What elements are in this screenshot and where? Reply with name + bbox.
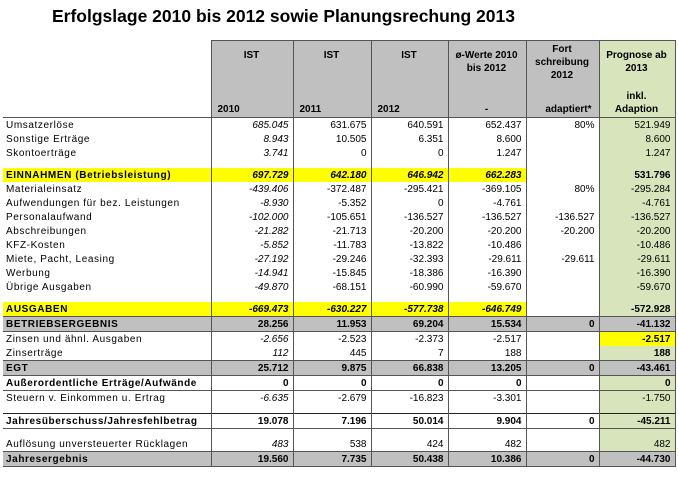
row-miete-pacht-leasing: Miete, Pacht, Leasing -27.192 -29.246 -32.393 -29.611 -29.611 -29.611 bbox=[3, 252, 675, 266]
row-aufwendungen-bez-leistungen: Aufwendungen für bez. Leistungen -8.930 -5.352 0 -4.761 -4.761 bbox=[3, 196, 675, 210]
results-table bbox=[3, 40, 676, 467]
spacer-row bbox=[3, 405, 675, 414]
row-sonstige-ertraege: Sonstige Erträge 8.943 10.505 6.351 8.600 8.600 bbox=[3, 132, 675, 146]
row-materialeinsatz: Materialeinsatz -439.406 -372.487 -295.421 -369.105 80% -295.284 bbox=[3, 182, 675, 196]
row-aufloesung-ruecklagen: Auflösung unversteuerter Rücklagen 483 538 424 482 482 bbox=[3, 437, 675, 452]
spacer-row bbox=[3, 294, 675, 302]
row-jahresueberschuss: Jahresüberschuss/Jahresfehlbetrag 19.078 7.196 50.014 9.904 0 -45.211 bbox=[3, 414, 675, 429]
row-ausserordentliche: Außerordentliche Erträge/Aufwände 0 0 0 0 0 bbox=[3, 376, 675, 391]
row-steuern: Steuern v. Einkommen u. Ertrag -6.635 -2.679 -16.823 -3.301 -1.750 bbox=[3, 391, 675, 406]
header-ist-2010: IST 2010 bbox=[211, 41, 293, 118]
spacer-row bbox=[3, 429, 675, 438]
row-zinsen-ausgaben: Zinsen und ähnl. Ausgaben -2.656 -2.523 -2.373 -2.517 -2.517 bbox=[3, 332, 675, 347]
spacer-row bbox=[3, 160, 675, 168]
header-fortschreibung: Fort schreibung 2012 adaptiert* bbox=[526, 41, 599, 118]
row-egt: EGT 25.712 9.875 66.838 13.205 0 -43.461 bbox=[3, 361, 675, 376]
header-row bbox=[3, 41, 675, 118]
header-ist-2012: IST 2012 bbox=[371, 41, 448, 118]
header-prognose: Prognose ab 2013 inkl. Adaption bbox=[599, 41, 675, 118]
row-uebrige-ausgaben: Übrige Ausgaben -49.870 -68.151 -60.990 -59.670 -59.670 bbox=[3, 280, 675, 294]
row-werbung: Werbung -14.941 -15.845 -18.386 -16.390 -16.390 bbox=[3, 266, 675, 280]
row-skontoertraege: Skontoerträge 3.741 0 0 1.247 1.247 bbox=[3, 146, 675, 160]
row-personalaufwand: Personalaufwand -102.000 -105.651 -136.527 -136.527 -136.527 -136.527 bbox=[3, 210, 675, 224]
row-zinsertraege: Zinserträge 112 445 7 188 188 bbox=[3, 346, 675, 361]
row-kfz-kosten: KFZ-Kosten -5.852 -11.783 -13.822 -10.486 -10.486 bbox=[3, 238, 675, 252]
header-ist-2011: IST 2011 bbox=[293, 41, 371, 118]
page-title: Erfolgslage 2010 bis 2012 sowie Planungsrechung 2013 bbox=[52, 6, 515, 26]
header-label-column bbox=[3, 41, 211, 118]
row-betriebsergebnis: BETRIEBSERGEBNIS 28.256 11.953 69.204 15.534 0 -41.132 bbox=[3, 317, 675, 332]
row-einnahmen: EINNAHMEN (Betriebsleistung) 697.729 642.180 646.942 662.283 531.796 bbox=[3, 168, 675, 182]
row-jahresergebnis: Jahresergebnis 19.560 7.735 50.438 10.386 0 -44.730 bbox=[3, 452, 675, 467]
header-average: ø-Werte 2010 bis 2012 - bbox=[448, 41, 526, 118]
row-abschreibungen: Abschreibungen -21.282 -21.713 -20.200 -20.200 -20.200 -20.200 bbox=[3, 224, 675, 238]
row-umsatzerloese: Umsatzerlöse 685.045 631.675 640.591 652.437 80% 521.949 bbox=[3, 118, 675, 133]
row-ausgaben: AUSGABEN -669.473 -630.227 -577.738 -646.749 -572.928 bbox=[3, 302, 675, 317]
